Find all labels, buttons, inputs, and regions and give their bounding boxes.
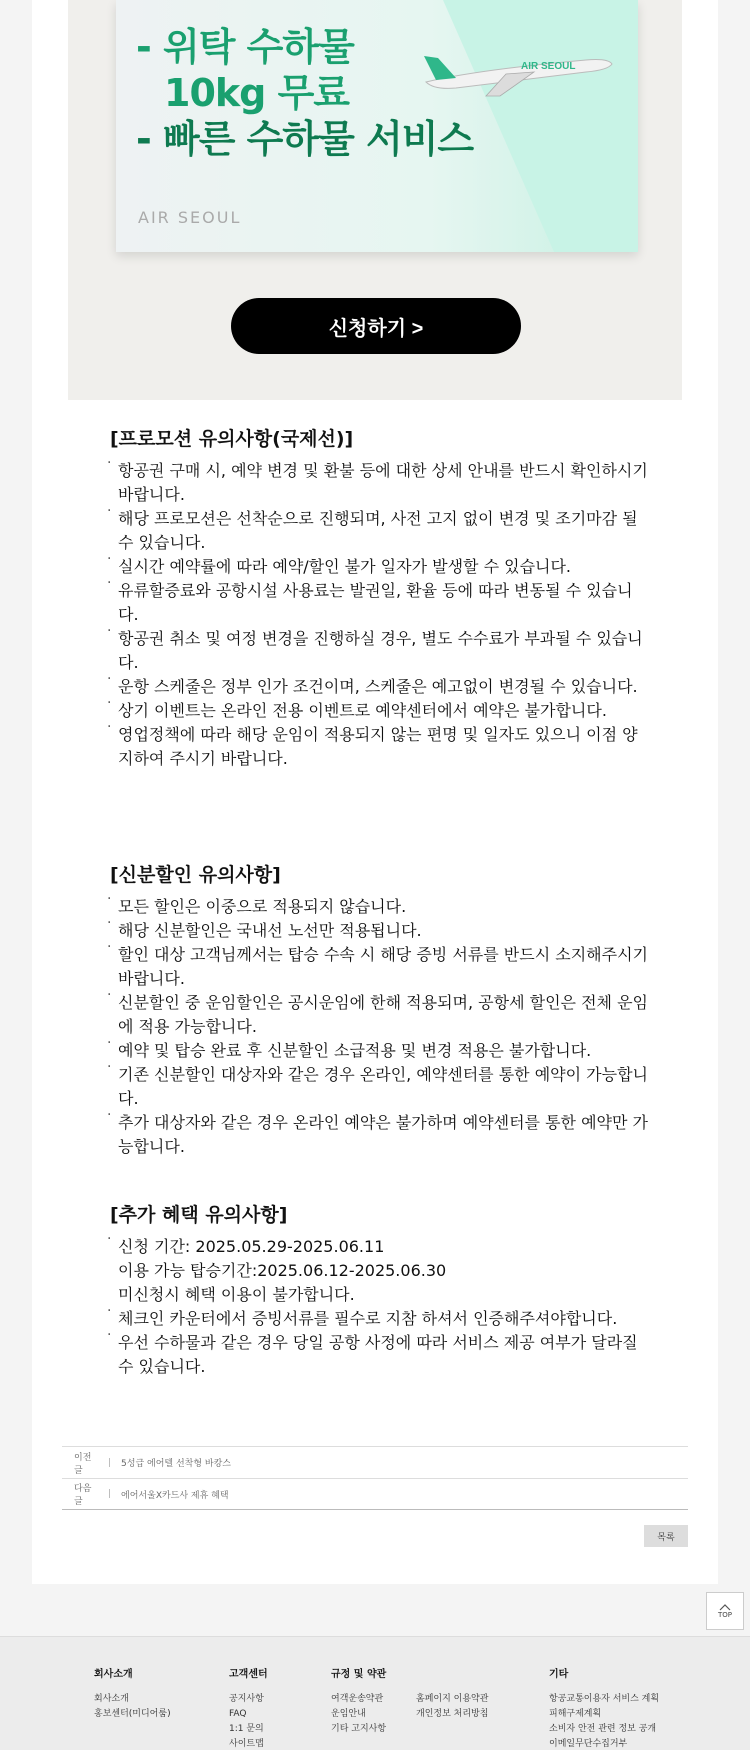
promo-notice-section — [110, 424, 650, 771]
list-item: · 영업정책에 따라 해당 운임이 적용되지 않는 편명 및 일자도 있으니 이점 양지하여 주시기 바랍니다. — [110, 723, 650, 771]
footer-link[interactable]: 이메일무단수집거부 — [549, 1739, 628, 1749]
list-item: · 항공권 구매 시, 예약 변경 및 환불 등에 대한 상세 안내를 반드시 확인하시기 바랍니다. — [110, 459, 650, 507]
list-item: · 상기 이벤트는 온라인 전용 이벤트로 예약센터에서 예약은 불가합니다. — [110, 699, 650, 723]
notice-list — [110, 895, 650, 1159]
promo-line-2: 10kg 무료 — [164, 71, 349, 115]
footer-col-terms — [331, 1667, 386, 1737]
plane-brand-text: AIR SEOUL — [521, 61, 576, 72]
footer-col-company — [94, 1667, 171, 1722]
list-item: · 예약 및 탑승 완료 후 신분할인 소급적용 및 변경 적용은 불가합니다. — [110, 1039, 650, 1063]
section-title: [신분할인 유의사항] — [110, 864, 281, 886]
promo-banner — [68, 0, 682, 400]
top-label: TOP — [717, 1611, 732, 1619]
list-item: · 운항 스케줄은 정부 인가 조건이며, 스케줄은 예고없이 변경될 수 있습니다. — [110, 675, 650, 699]
next-post-row[interactable] — [62, 1478, 688, 1510]
next-post-link[interactable]: 에어서울X카드사 제휴 혜택 — [121, 1490, 229, 1501]
list-item: 이용 가능 탑승기간:2025.06.12-2025.06.30 — [118, 1261, 447, 1280]
footer-link[interactable]: 1:1 문의 — [229, 1724, 264, 1734]
notice-list — [110, 1235, 650, 1379]
extra-benefit-section — [110, 1200, 650, 1379]
next-label: 다음글 — [74, 1484, 92, 1507]
list-item: · 유류할증료와 공항시설 사용료는 발권일, 환율 등에 따라 변동될 수 있습니다. — [110, 579, 650, 627]
list-item: · 추가 대상자와 같은 경우 온라인 예약은 불가하며 예약센터를 통한 예약만 가능합니다. — [110, 1111, 650, 1159]
list-item: · 체크인 카운터에서 증빙서류를 필수로 지참 하셔서 인증해주셔야합니다. — [110, 1307, 650, 1331]
notice-list — [110, 459, 650, 771]
footer-link[interactable]: 기타 고지사항 — [331, 1724, 387, 1734]
footer-link[interactable]: 홈페이지 이용약관 — [416, 1694, 489, 1704]
list-button[interactable]: 목록 — [644, 1525, 688, 1547]
footer-col-title: 기타 — [549, 1669, 569, 1680]
footer-col-title: 규정 및 약관 — [331, 1669, 387, 1680]
footer-link[interactable]: 소비자 안전 관련 정보 공개 — [549, 1724, 657, 1734]
list-item: · 할인 대상 고객님께서는 탑승 수속 시 해당 증빙 서류를 반드시 소지해주시기 바랍니다. — [110, 943, 650, 991]
footer-link[interactable]: 운임안내 — [331, 1709, 366, 1719]
prev-label: 이전글 — [74, 1452, 92, 1476]
list-item: · 우선 수하물과 같은 경우 당일 공항 사정에 따라 서비스 제공 여부가 달라질 수 있습니다. — [110, 1331, 650, 1379]
list-item: · 실시간 예약률에 따라 예약/할인 불가 일자가 발생할 수 있습니다. — [110, 555, 650, 579]
footer-link[interactable]: 여객운송약관 — [331, 1694, 384, 1704]
promo-line-1: - 위탁 수하물 — [136, 25, 354, 69]
footer-link[interactable]: FAQ — [229, 1709, 247, 1719]
prev-post-row[interactable] — [62, 1446, 688, 1478]
chevron-up-icon — [719, 1603, 731, 1611]
footer-link[interactable]: 피해구제계획 — [549, 1709, 602, 1719]
promo-line-3: - 빠른 수하물 서비스 — [136, 117, 474, 161]
list-item: 미신청시 혜택 이용이 불가합니다. — [118, 1285, 355, 1304]
list-item: · 신분할인 중 운임할인은 공시운임에 한해 적용되며, 공항세 할인은 전체 운임에 적용 가능합니다. — [110, 991, 650, 1039]
list-item: · 항공권 취소 및 여정 변경을 진행하실 경우, 별도 수수료가 부과될 수 있습니다. — [110, 627, 650, 675]
scroll-top-button[interactable] — [706, 1592, 744, 1630]
list-item: · 모든 할인은 이중으로 적용되지 않습니다. — [110, 895, 650, 919]
footer-col-terms-2 — [416, 1692, 488, 1722]
footer-col-title: 회사소개 — [94, 1669, 133, 1680]
footer-col-support — [229, 1667, 268, 1750]
footer-link[interactable]: 홍보센터(미디어룸) — [94, 1709, 171, 1719]
section-title: [프로모션 유의사항(국제선)] — [110, 428, 354, 450]
apply-button[interactable]: 신청하기 > — [231, 298, 521, 354]
footer-link[interactable]: 항공교통이용자 서비스 계획 — [549, 1694, 660, 1704]
site-footer — [0, 1636, 750, 1750]
identity-discount-section — [110, 860, 650, 1159]
footer-col-title: 고객센터 — [229, 1669, 268, 1680]
footer-col-etc — [549, 1667, 659, 1750]
divider: | — [108, 1457, 112, 1468]
footer-link[interactable]: 사이트맵 — [229, 1739, 264, 1749]
list-item: · 신청 기간: 2025.05.29-2025.06.11 — [110, 1235, 650, 1259]
post-navigation — [62, 1446, 688, 1510]
footer-link[interactable]: 공지사항 — [229, 1694, 264, 1704]
brand-text: AIR SEOUL — [138, 208, 242, 227]
airplane-icon — [416, 30, 616, 100]
footer-link[interactable]: 회사소개 — [94, 1694, 129, 1704]
prev-post-link[interactable]: 5성급 에어텔 선착형 바캉스 — [121, 1459, 231, 1469]
list-item: · 기존 신분할인 대상자와 같은 경우 온라인, 예약센터를 통한 예약이 가능합니다. — [110, 1063, 650, 1111]
section-title: [추가 혜택 유의사항] — [110, 1204, 288, 1226]
divider: | — [108, 1489, 112, 1499]
list-item: · 해당 신분할인은 국내선 노선만 적용됩니다. — [110, 919, 650, 943]
banner-card — [116, 0, 638, 252]
list-item: · 해당 프로모션은 선착순으로 진행되며, 사전 고지 없이 변경 및 조기마감 될 수 있습니다. — [110, 507, 650, 555]
footer-link[interactable]: 개인정보 처리방침 — [416, 1709, 489, 1719]
